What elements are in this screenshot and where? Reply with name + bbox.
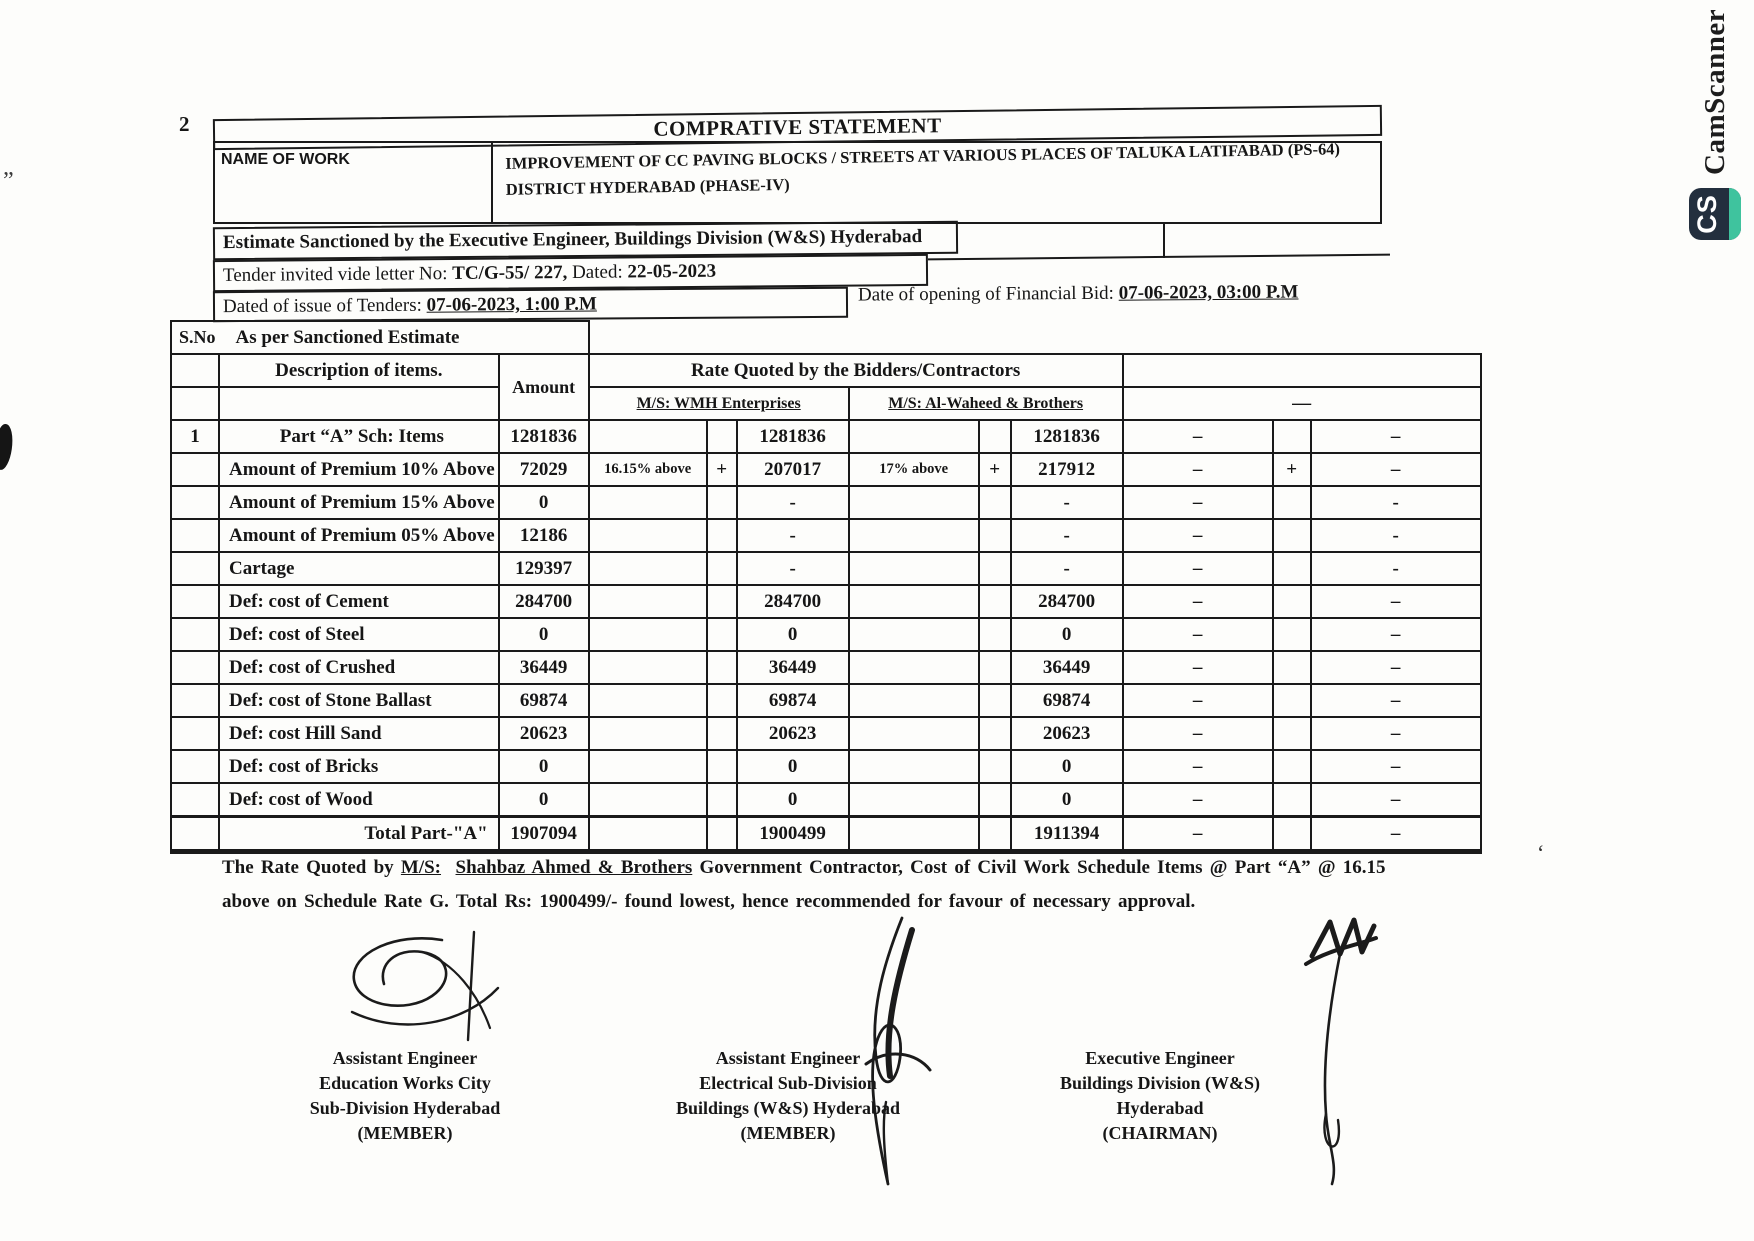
cell-desc: Amount of Premium 10% Above (219, 453, 499, 486)
cell-amount: 0 (499, 783, 589, 817)
remark-gap (441, 857, 448, 878)
opening-label: Date of opening of Financial Bid: (857, 282, 1119, 306)
cell-b1_plus (707, 684, 737, 717)
sno-col-spacer (171, 387, 219, 420)
cell-b2_plus (979, 817, 1011, 852)
cell-b2_rate: 17% above (849, 453, 979, 486)
cell-b2_rate (849, 783, 979, 817)
cell-amount: 1907094 (499, 817, 589, 852)
cell-sno (171, 486, 219, 519)
remark-rate-value: 16.15 (1342, 857, 1386, 878)
remark-line2-tail: found lowest, hence recommended for favour of necessary approval. (617, 891, 1196, 912)
cell-amount: 36449 (499, 651, 589, 684)
signature-squiggle-1 (322, 928, 507, 1056)
cell-desc: Part “A” Sch: Items (219, 420, 499, 453)
cell-b3_right: – (1311, 420, 1481, 453)
cell-desc: Def: cost of Crushed (219, 651, 499, 684)
estimate-table (170, 320, 1482, 854)
cell-b3_plus (1273, 717, 1311, 750)
sno-header: S.No (179, 327, 216, 347)
cell-b2_amt: - (1011, 486, 1123, 519)
cell-b1_rate (589, 717, 707, 750)
opening-value: 07-06-2023, 03:00 P.M (1118, 281, 1299, 304)
cell-amount: 0 (499, 618, 589, 651)
cell-b2_plus (979, 717, 1011, 750)
cell-b3_plus (1273, 618, 1311, 651)
name-of-work-label-cell (215, 143, 493, 222)
remark-total-value: G. Total Rs: 1900499/- (429, 891, 618, 912)
cell-b1_plus (707, 552, 737, 585)
cell-b3_left: – (1123, 519, 1273, 552)
cell-sno (171, 453, 219, 486)
cell-b2_amt: - (1011, 519, 1123, 552)
cell-b2_amt: 0 (1011, 783, 1123, 817)
cell-b2_plus (979, 750, 1011, 783)
cell-desc: Cartage (219, 552, 499, 585)
tender-dated-label: Dated: (567, 261, 628, 284)
issue-value: 07-06-2023, 1:00 P.M (426, 293, 597, 316)
amount-header: Amount (499, 354, 589, 420)
cell-amount: 0 (499, 486, 589, 519)
cell-sno (171, 519, 219, 552)
cell-b1_plus (707, 519, 737, 552)
cell-b3_left: – (1123, 783, 1273, 817)
cell-amount: 72029 (499, 453, 589, 486)
cell-desc: Def: cost of Cement (219, 585, 499, 618)
cell-sno (171, 552, 219, 585)
signatory-office: Education Works City (319, 1073, 491, 1093)
signature-squiggle-3 (1282, 912, 1390, 1192)
header-ghost-area (589, 321, 1481, 354)
cell-b2_rate (849, 618, 979, 651)
name-of-work-value (495, 130, 1381, 203)
cell-b2_rate (849, 585, 979, 618)
cell-b1_plus (707, 585, 737, 618)
cell-b2_plus (979, 519, 1011, 552)
cell-b2_rate (849, 817, 979, 852)
cell-b2_plus (979, 783, 1011, 817)
remark-middle: Government Contractor, Cost of Civil Work Schedule Items @ Part “A” @ (692, 857, 1343, 878)
cell-b2_rate (849, 552, 979, 585)
cell-b3_right: – (1311, 618, 1481, 651)
name-of-work-row (213, 141, 1382, 224)
cell-b1_amt: - (737, 552, 849, 585)
cell-b3_right: – (1311, 453, 1481, 486)
signature-block-2 (668, 1046, 908, 1146)
camscanner-icon (1689, 188, 1741, 240)
tender-invited-label: Tender invited vide letter No: (222, 263, 453, 287)
cell-b3_plus: + (1273, 453, 1311, 486)
cell-sno (171, 717, 219, 750)
cell-b2_plus (979, 585, 1011, 618)
cell-amount: 69874 (499, 684, 589, 717)
cell-desc: Def: cost of Stone Ballast (219, 684, 499, 717)
signatory-office: Buildings Division (W&S) (1059, 1073, 1261, 1093)
camscanner-icon-accent (1729, 188, 1741, 240)
cell-b3_right: – (1311, 783, 1481, 817)
table-total-row (171, 817, 1481, 852)
cell-sno (171, 817, 219, 852)
cell-sno (171, 618, 219, 651)
cell-b3_right: – (1311, 684, 1481, 717)
bidder3-header-spacer (1123, 354, 1481, 387)
signatory-title: Assistant Engineer (332, 1048, 478, 1068)
description-header: Description of items. (219, 354, 499, 387)
cell-b1_plus (707, 717, 737, 750)
signatory-office: Electrical Sub-Division (699, 1073, 877, 1093)
tender-issue-row (213, 287, 848, 322)
cell-b2_rate (849, 684, 979, 717)
cell-b1_amt: - (737, 519, 849, 552)
name-of-work-line1: IMPROVEMENT OF CC PAVING BLOCKS / STREETS AT VARIOUS PLACES OF TALUKA LATIFABAD (PS-64) (505, 139, 1341, 173)
cell-b1_rate (589, 618, 707, 651)
cell-b1_rate (589, 817, 707, 852)
description-col-spacer (219, 387, 499, 420)
tender-date: 22-05-2023 (627, 260, 717, 283)
cell-b3_plus (1273, 519, 1311, 552)
signatory-role: (CHAIRMAN) (1102, 1123, 1218, 1143)
signatory-office2: Buildings (W&S) Hyderabad (675, 1098, 901, 1118)
signature-block-3 (1040, 1046, 1280, 1146)
estimate-table-body (171, 420, 1481, 852)
financial-bid-opening (858, 281, 1299, 306)
cell-b3_left: – (1123, 453, 1273, 486)
stray-mark-left: ” (3, 168, 14, 194)
name-of-work-label: NAME OF WORK (221, 151, 350, 168)
cell-desc: Def: cost of Bricks (219, 750, 499, 783)
cell-b2_amt: 20623 (1011, 717, 1123, 750)
cell-b1_plus (707, 651, 737, 684)
cell-desc: Def: cost of Steel (219, 618, 499, 651)
cell-b2_amt: - (1011, 552, 1123, 585)
cell-b2_amt: 1911394 (1011, 817, 1123, 852)
cell-b3_plus (1273, 750, 1311, 783)
remark-paragraph (222, 851, 1484, 919)
cell-b1_amt: 0 (737, 618, 849, 651)
cell-b3_right: – (1311, 750, 1481, 783)
signature-block-1 (292, 1046, 518, 1146)
cell-amount: 12186 (499, 519, 589, 552)
form-divider-hline (928, 254, 1390, 261)
cell-b1_rate (589, 585, 707, 618)
table-row (171, 783, 1481, 817)
left-margin-blob (0, 423, 15, 471)
tender-letter-no: TC/G-55/ 227, (452, 262, 568, 285)
signatory-title: Executive Engineer (1085, 1048, 1235, 1068)
remark-ms-label: M/S: (400, 857, 442, 878)
cell-b1_rate (589, 783, 707, 817)
cell-b1_plus (707, 783, 737, 817)
cell-b3_plus (1273, 486, 1311, 519)
page-number: 2 (179, 112, 190, 136)
cell-b2_plus (979, 552, 1011, 585)
cell-b3_left: – (1123, 684, 1273, 717)
table-row (171, 750, 1481, 783)
cell-b2_rate (849, 651, 979, 684)
cell-b2_amt: 36449 (1011, 651, 1123, 684)
cell-desc: Amount of Premium 05% Above (219, 519, 499, 552)
cell-amount: 20623 (499, 717, 589, 750)
cell-b1_amt: 0 (737, 750, 849, 783)
cell-b2_amt: 217912 (1011, 453, 1123, 486)
rate-quoted-header: Rate Quoted by the Bidders/Contractors (589, 354, 1123, 387)
cell-b3_plus (1273, 585, 1311, 618)
table-row (171, 486, 1481, 519)
bidder3-name: — (1123, 387, 1481, 420)
cell-b2_plus (979, 651, 1011, 684)
cell-b2_rate (849, 750, 979, 783)
cell-sno (171, 783, 219, 817)
cell-desc: Total Part-"A" (219, 817, 499, 852)
cell-amount: 129397 (499, 552, 589, 585)
cell-b1_amt: 207017 (737, 453, 849, 486)
cell-b2_rate (849, 717, 979, 750)
cell-b2_plus (979, 684, 1011, 717)
cell-sno: 1 (171, 420, 219, 453)
camscanner-watermark (1686, 8, 1744, 240)
signatory-office2: Sub-Division Hyderabad (309, 1098, 501, 1118)
cell-sno (171, 750, 219, 783)
cell-b3_plus (1273, 684, 1311, 717)
cell-b2_plus (979, 618, 1011, 651)
cell-b2_amt: 0 (1011, 750, 1123, 783)
cell-b1_plus (707, 486, 737, 519)
table-row (171, 717, 1481, 750)
cell-desc: Def: cost Hill Sand (219, 717, 499, 750)
cell-b1_rate (589, 651, 707, 684)
cell-b1_amt: 36449 (737, 651, 849, 684)
cell-b1_rate (589, 519, 707, 552)
cell-b1_rate (589, 420, 707, 453)
table-row (171, 651, 1481, 684)
table-row (171, 618, 1481, 651)
camscanner-brand-text: CamScanner (1698, 8, 1731, 175)
cell-b3_left: – (1123, 486, 1273, 519)
estimate-table-head (171, 321, 1481, 420)
cell-b1_rate (589, 486, 707, 519)
cell-b3_left: – (1123, 717, 1273, 750)
table-row (171, 585, 1481, 618)
cell-b3_left: – (1123, 817, 1273, 852)
cell-b3_right: - (1311, 486, 1481, 519)
cell-b3_right: – (1311, 817, 1481, 852)
cell-amount: 1281836 (499, 420, 589, 453)
camscanner-icon-letters: CS (1692, 194, 1722, 234)
cell-b3_plus (1273, 552, 1311, 585)
cell-b1_rate (589, 552, 707, 585)
sanctioned-estimate-header-cell (171, 321, 589, 354)
cell-b3_left: – (1123, 750, 1273, 783)
cell-b3_plus (1273, 817, 1311, 852)
table-row (171, 420, 1481, 453)
cell-b1_plus (707, 420, 737, 453)
bidder2-name: M/S: Al-Waheed & Brothers (849, 387, 1123, 420)
cell-desc: Def: cost of Wood (219, 783, 499, 817)
cell-amount: 284700 (499, 585, 589, 618)
cell-b3_left: – (1123, 585, 1273, 618)
cell-b1_amt: - (737, 486, 849, 519)
cell-b3_right: - (1311, 552, 1481, 585)
cell-b1_plus (707, 817, 737, 852)
remark-line2-lead: above on Schedule Rate (222, 891, 430, 912)
signatory-title: Assistant Engineer (715, 1048, 861, 1068)
cell-b2_plus: + (979, 453, 1011, 486)
cell-b1_amt: 284700 (737, 585, 849, 618)
cell-b2_rate (849, 519, 979, 552)
cell-b2_rate (849, 486, 979, 519)
cell-b3_left: – (1123, 651, 1273, 684)
table-row (171, 519, 1481, 552)
issue-label: Dated of issue of Tenders: (222, 294, 427, 318)
remark-lead: The Rate Quoted by (222, 857, 401, 878)
cell-b1_rate (589, 684, 707, 717)
cell-sno (171, 651, 219, 684)
cell-b3_plus (1273, 651, 1311, 684)
signatory-role: (MEMBER) (357, 1123, 453, 1143)
cell-b3_plus (1273, 783, 1311, 817)
cell-b1_amt: 0 (737, 783, 849, 817)
table-row (171, 684, 1481, 717)
cell-b1_plus (707, 750, 737, 783)
cell-b1_plus (707, 618, 737, 651)
cell-b2_amt: 1281836 (1011, 420, 1123, 453)
cell-amount: 0 (499, 750, 589, 783)
cell-sno (171, 585, 219, 618)
cell-sno (171, 684, 219, 717)
cell-b2_amt: 69874 (1011, 684, 1123, 717)
cell-b1_amt: 1900499 (737, 817, 849, 852)
cell-b1_plus: + (707, 453, 737, 486)
cell-b3_left: – (1123, 420, 1273, 453)
cell-b2_amt: 0 (1011, 618, 1123, 651)
cell-desc: Amount of Premium 15% Above (219, 486, 499, 519)
cell-b3_right: – (1311, 651, 1481, 684)
cell-b3_right: - (1311, 519, 1481, 552)
bidder1-name: M/S: WMH Enterprises (589, 387, 849, 420)
estimate-sanctioned-text: Estimate Sanctioned by the Executive Engineer, Buildings Division (W&S) Hyderabad (222, 226, 923, 254)
table-row (171, 453, 1481, 486)
name-of-work-line2: DISTRICT HYDERABAD (PHASE-IV) (505, 174, 790, 199)
cell-b2_plus (979, 420, 1011, 453)
cell-b1_amt: 69874 (737, 684, 849, 717)
cell-b1_rate: 16.15% above (589, 453, 707, 486)
table-row (171, 552, 1481, 585)
stray-mark-right: ‘ (1537, 840, 1545, 865)
cell-b2_plus (979, 486, 1011, 519)
cell-b3_right: – (1311, 717, 1481, 750)
page-title: COMPRATIVE STATEMENT (653, 113, 942, 141)
signatory-role: (MEMBER) (740, 1123, 836, 1143)
cell-b3_right: – (1311, 585, 1481, 618)
signatory-office2: Hyderabad (1116, 1098, 1204, 1118)
remark-contractor-name: Shahbaz Ahmed & Brothers (455, 857, 693, 878)
cell-b2_amt: 284700 (1011, 585, 1123, 618)
cell-b1_amt: 1281836 (737, 420, 849, 453)
sanctioned-estimate-header: As per Sanctioned Estimate (235, 326, 460, 348)
cell-b1_amt: 20623 (737, 717, 849, 750)
cell-b2_rate (849, 420, 979, 453)
form-divider-vline (1163, 224, 1165, 258)
cell-b3_plus (1273, 420, 1311, 453)
estimate-table-wrap (170, 320, 1482, 854)
cell-b3_left: – (1123, 552, 1273, 585)
cell-b3_left: – (1123, 618, 1273, 651)
cell-b1_rate (589, 750, 707, 783)
sno-col-spacer (171, 354, 219, 387)
